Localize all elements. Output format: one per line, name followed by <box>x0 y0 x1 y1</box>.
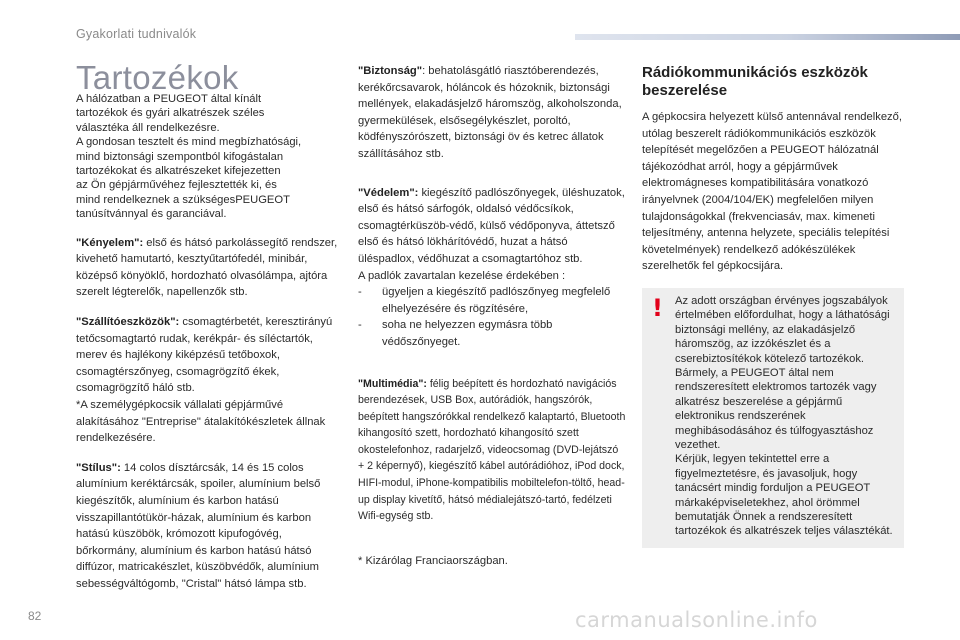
section-title: Rádiókommunikációs eszközök beszerelése <box>642 64 868 99</box>
transport-term: "Szállítóeszközök": <box>76 316 180 329</box>
protection-term: "Védelem": <box>358 186 419 199</box>
protection-text: kiegészítő padlószőnyegek, üléshuzatok, első és hátsó sárfogók, oldalsó védőcsíkok, csomagtérküszöb-védő, külső védőponyva, áttetsző első és hátsó lökhárítóvédő, huzat a hátsó üléspadlox, védőhuzat a csomagtartóhoz stb. <box>358 186 625 265</box>
warning-paragraph-1: Az adott országban érvényes jogszabályok értelmében előfordulhat, hogy a láthatósági biztonsági mellény, az elakadásjelző háromszög, az izzókészlet és a cserebiztosítékok kötelező tartozékok. <box>675 294 890 365</box>
footnote: * Kizárólag Franciaországban. <box>358 554 508 567</box>
page-number: 82 <box>28 609 42 623</box>
list-item: - ügyeljen a kiegészítő padlószőnyeg megfelelő elhelyezésére és rögzítésére, <box>358 284 626 317</box>
warning-paragraph-2: Bármely, a PEUGEOT által nem rendszeresített elektromos tartozék vagy alkatrész beszerelése a gépjármű elektronikus rendszerének meghibásodásához és túlfogyasztáshoz vezethet. <box>675 366 877 451</box>
list-item: - soha ne helyezzen egymásra több védőszőnyeget. <box>358 317 626 350</box>
comfort-text: első és hátsó parkolássegítő rendszer, kivehető hamutartó, kesztyűtartófedél, minibár, középső könyöklő, hordozható olvasólámpa, ajtóra szerelt légterelők, napellenzők stb. <box>76 236 338 299</box>
style-term: "Stílus": <box>76 461 121 474</box>
column-categories <box>358 63 626 569</box>
comfort-term: "Kényelem": <box>76 236 144 249</box>
radio-paragraph: A gépkocsira helyezett külső antennával rendelkező, utólag beszerelt rádiókommunikációs eszközök telepítését megelőzően a PEUGEOT hálózatnál tájékozódhat arról, hogy a gépjárművek elektromágneses kompatibilitására vonatkozó irányelvnek (2004/104/EK) megfelelően milyen tulajdonságokkal (frekvenciasáv, max. kimeneti teljesítmény, antenna helyzete, speciális telepítési követelmények) rendelkező adókészülékek szerelhetők fel gépkocsijára. <box>642 111 902 273</box>
section-header: Gyakorlati tudnivalók <box>76 27 197 41</box>
intro-paragraph: A hálózatban a PEUGEOT által kínált tartozékok és gyári alkatrészek széles választéka áll rendelkezésre. A gondosan tesztelt és mind megbízhatósági, mind biztonsági szempontból kifogástalan tartozékokat és alkatrészeket kifejezetten az Ön gépjárművéhez fejlesztették ki, és mind rendelkeznek a szükségesPEUGEOT tanúsítvánnyal és garanciával. <box>76 93 302 221</box>
transport-text: csomagtérbetét, keresztirányú tetőcsomagtartó rudak, kerékpár- és síléctartók, merev és hajlékony kiképzésű tetőboxok, csomagtérszőnyeg, csomagrögzítő ékek, csomagrögzítő háló stb. <box>76 316 333 395</box>
column-accessories <box>76 60 341 593</box>
protection-paragraph <box>358 185 626 268</box>
style-paragraph <box>76 460 341 593</box>
warning-paragraph-3: Kérjük, legyen tekintettel erre a figyelmeztetésre, és javasoljuk, hogy tanácsért mindig forduljon a PEUGEOT márkaképviseletekhez, ahol örömmel bemutatják Önnek a rendszeresített tartozékok és alkatrészek teljes választékát. <box>675 453 893 538</box>
security-text: : behatolásgátló riasztóberendezés, kerékőrcsavarok, hóláncok és hózoknik, biztonsági mellények, elakadásjelző háromszög, alkoholszonda, gyermekülések, elsősegélykészlet, poroltó, ködfényszórószett, biztonsági öv és ketrec állatok szállításához stb. <box>358 65 622 160</box>
protection-intro: A padlók zavartalan kezelése érdekében : <box>358 269 566 282</box>
multimedia-term: "Multimédia": <box>358 377 427 390</box>
multimedia-text: félig beépített és hordozható navigációs berendezések, USB Box, autórádiók, hangszórók, beépített hangszórókkal rendelkező kalaptartó, Bluetooth kihangosító szett, hordozható kihangosító szett okostelefonhoz, radarjelző, videocsomag (DVD-lejátszó + 2 képernyő), kiegészítő kábel autórádióhoz, iPod dock, HIFI-modul, iPhone-kompatibilis mobiltelefon-töltő, head-up display kivetítő, hátsó médialejátszó-tartó, fedélzeti Wifi-egység stb. <box>358 377 626 523</box>
protection-list <box>358 284 626 350</box>
header-decor-bar <box>575 34 960 40</box>
transport-note: *A személygépkocsik vállalati gépjárművé alakításához "Entreprise" átalakítókészletek állnak rendelkezésére. <box>76 399 326 445</box>
watermark: carmanualsonline.info <box>575 608 818 632</box>
warning-box <box>642 288 904 548</box>
multimedia-paragraph <box>358 376 626 525</box>
exclamation-icon: ! <box>652 293 663 322</box>
security-term: "Biztonság" <box>358 65 423 77</box>
security-paragraph <box>358 63 626 163</box>
page-title: Tartozékok <box>76 59 239 96</box>
column-radio <box>642 64 904 548</box>
transport-paragraph <box>76 314 341 397</box>
style-text: 14 colos dísztárcsák, 14 és 15 colos alumínium keréktárcsák, spoiler, alumínium belső kiegészítők, alumínium és karbon hatású visszapillantótükör-házak, alumínium és karbon hatású küszöbök, krómozott kipufogóvég, bőrkormány, alumínium és karbon hatású hátsó diffúzor, matricakészlet, küszöbvédők, alumínium sebességváltógomb, "Cristal" hátsó lámpa stb. <box>76 461 321 590</box>
comfort-paragraph <box>76 235 341 301</box>
